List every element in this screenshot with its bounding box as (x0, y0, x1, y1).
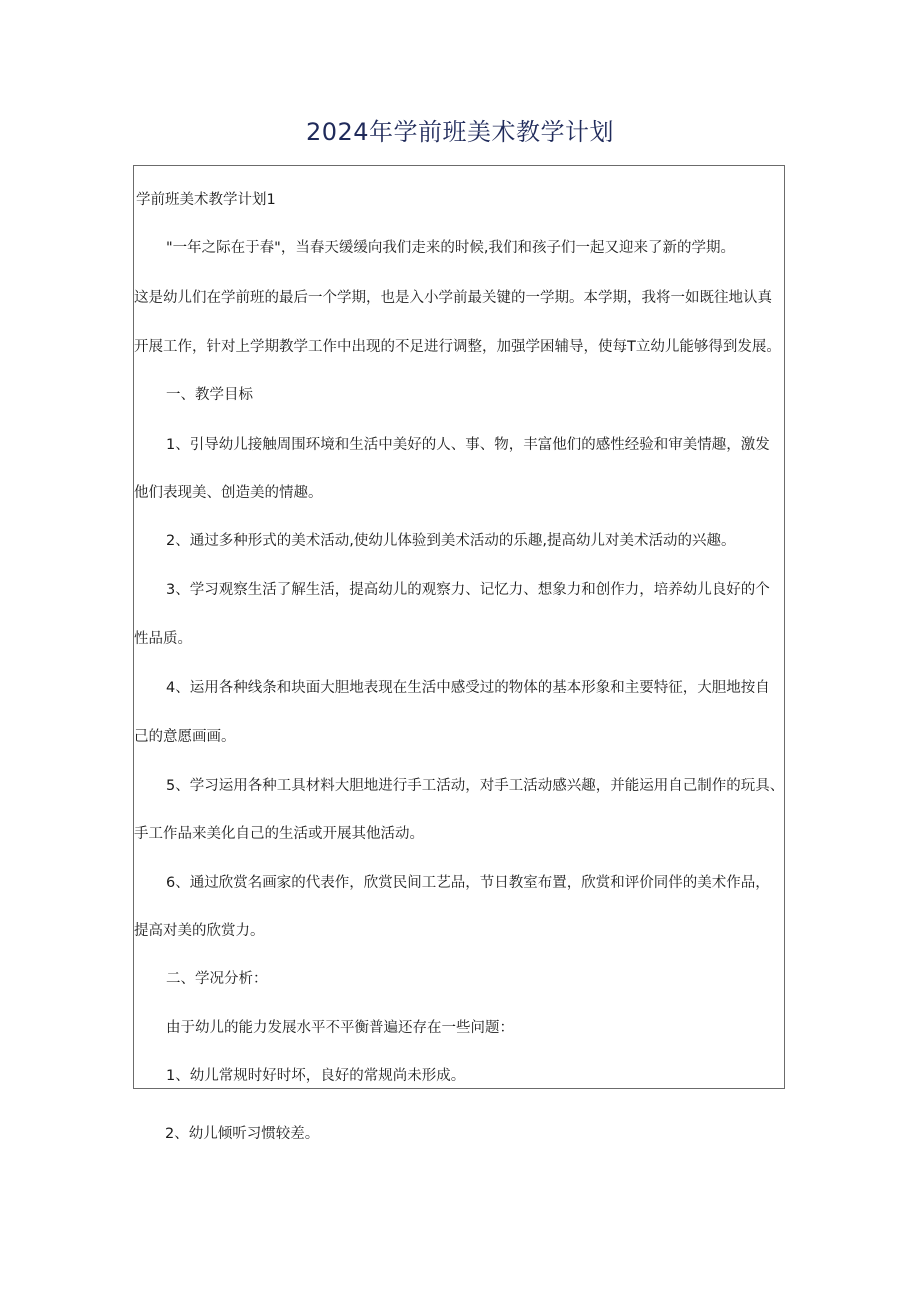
goal-3-line: 3、学习观察生活了解生活，提高幼儿的观察力、记忆力、想象力和创作力，培养幼儿良好的个 (166, 582, 770, 598)
goal-4-line: 4、运用各种线条和块面大胆地表现在生活中感受过的物体的基本形象和主要特征，大胆地按自 (166, 680, 770, 696)
goal-1-line: 他们表现美、创造美的情趣。 (134, 485, 323, 501)
analysis-item-2: 2、幼儿倾听习惯较差。 (165, 1126, 320, 1142)
heading-teaching-goals: 一、教学目标 (166, 387, 253, 403)
paragraph-line: 开展工作，针对上学期教学工作中出现的不足进行调整，加强学困辅导，使每T立幼儿能够得到发展。 (134, 339, 781, 355)
paragraph-line: 这是幼儿们在学前班的最后一个学期，也是入小学前最关键的一学期。本学期，我将一如既往地认真 (134, 290, 772, 306)
goal-4-line: 己的意愿画画。 (134, 729, 236, 745)
content-table-cell (133, 165, 785, 1089)
section-title: 学前班美术教学计划1 (136, 192, 276, 208)
goal-2-line: 2、通过多种形式的美术活动,使幼儿体验到美术活动的乐趣,提高幼儿对美术活动的兴趣。 (166, 533, 736, 549)
heading-situation-analysis: 二、学况分析： (166, 971, 268, 987)
goal-3-line: 性品质。 (134, 631, 192, 647)
intro-paragraph: "一年之际在于春"，当春天缓缓向我们走来的时候,我们和孩子们一起又迎来了新的学期。 (166, 240, 735, 256)
analysis-item-1: 1、幼儿常规时好时坏，良好的常规尚未形成。 (166, 1068, 466, 1084)
analysis-intro: 由于幼儿的能力发展水平不平衡普遍还存在一些问题： (166, 1020, 514, 1036)
document-title: 2024年学前班美术教学计划 (305, 118, 615, 146)
goal-1-line: 1、引导幼儿接触周围环境和生活中美好的人、事、物，丰富他们的感性经验和审美情趣，激发 (166, 437, 770, 453)
goal-5-line: 5、学习运用各种工具材料大胆地进行手工活动，对手工活动感兴趣，并能运用自己制作的玩具、 (166, 778, 785, 794)
goal-6-line: 6、通过欣赏名画家的代表作，欣赏民间工艺品，节日教室布置，欣赏和评价同伴的美术作品， (166, 875, 770, 891)
goal-6-line: 提高对美的欣赏力。 (134, 923, 265, 939)
goal-5-line: 手工作品来美化自己的生活或开展其他活动。 (134, 826, 424, 842)
